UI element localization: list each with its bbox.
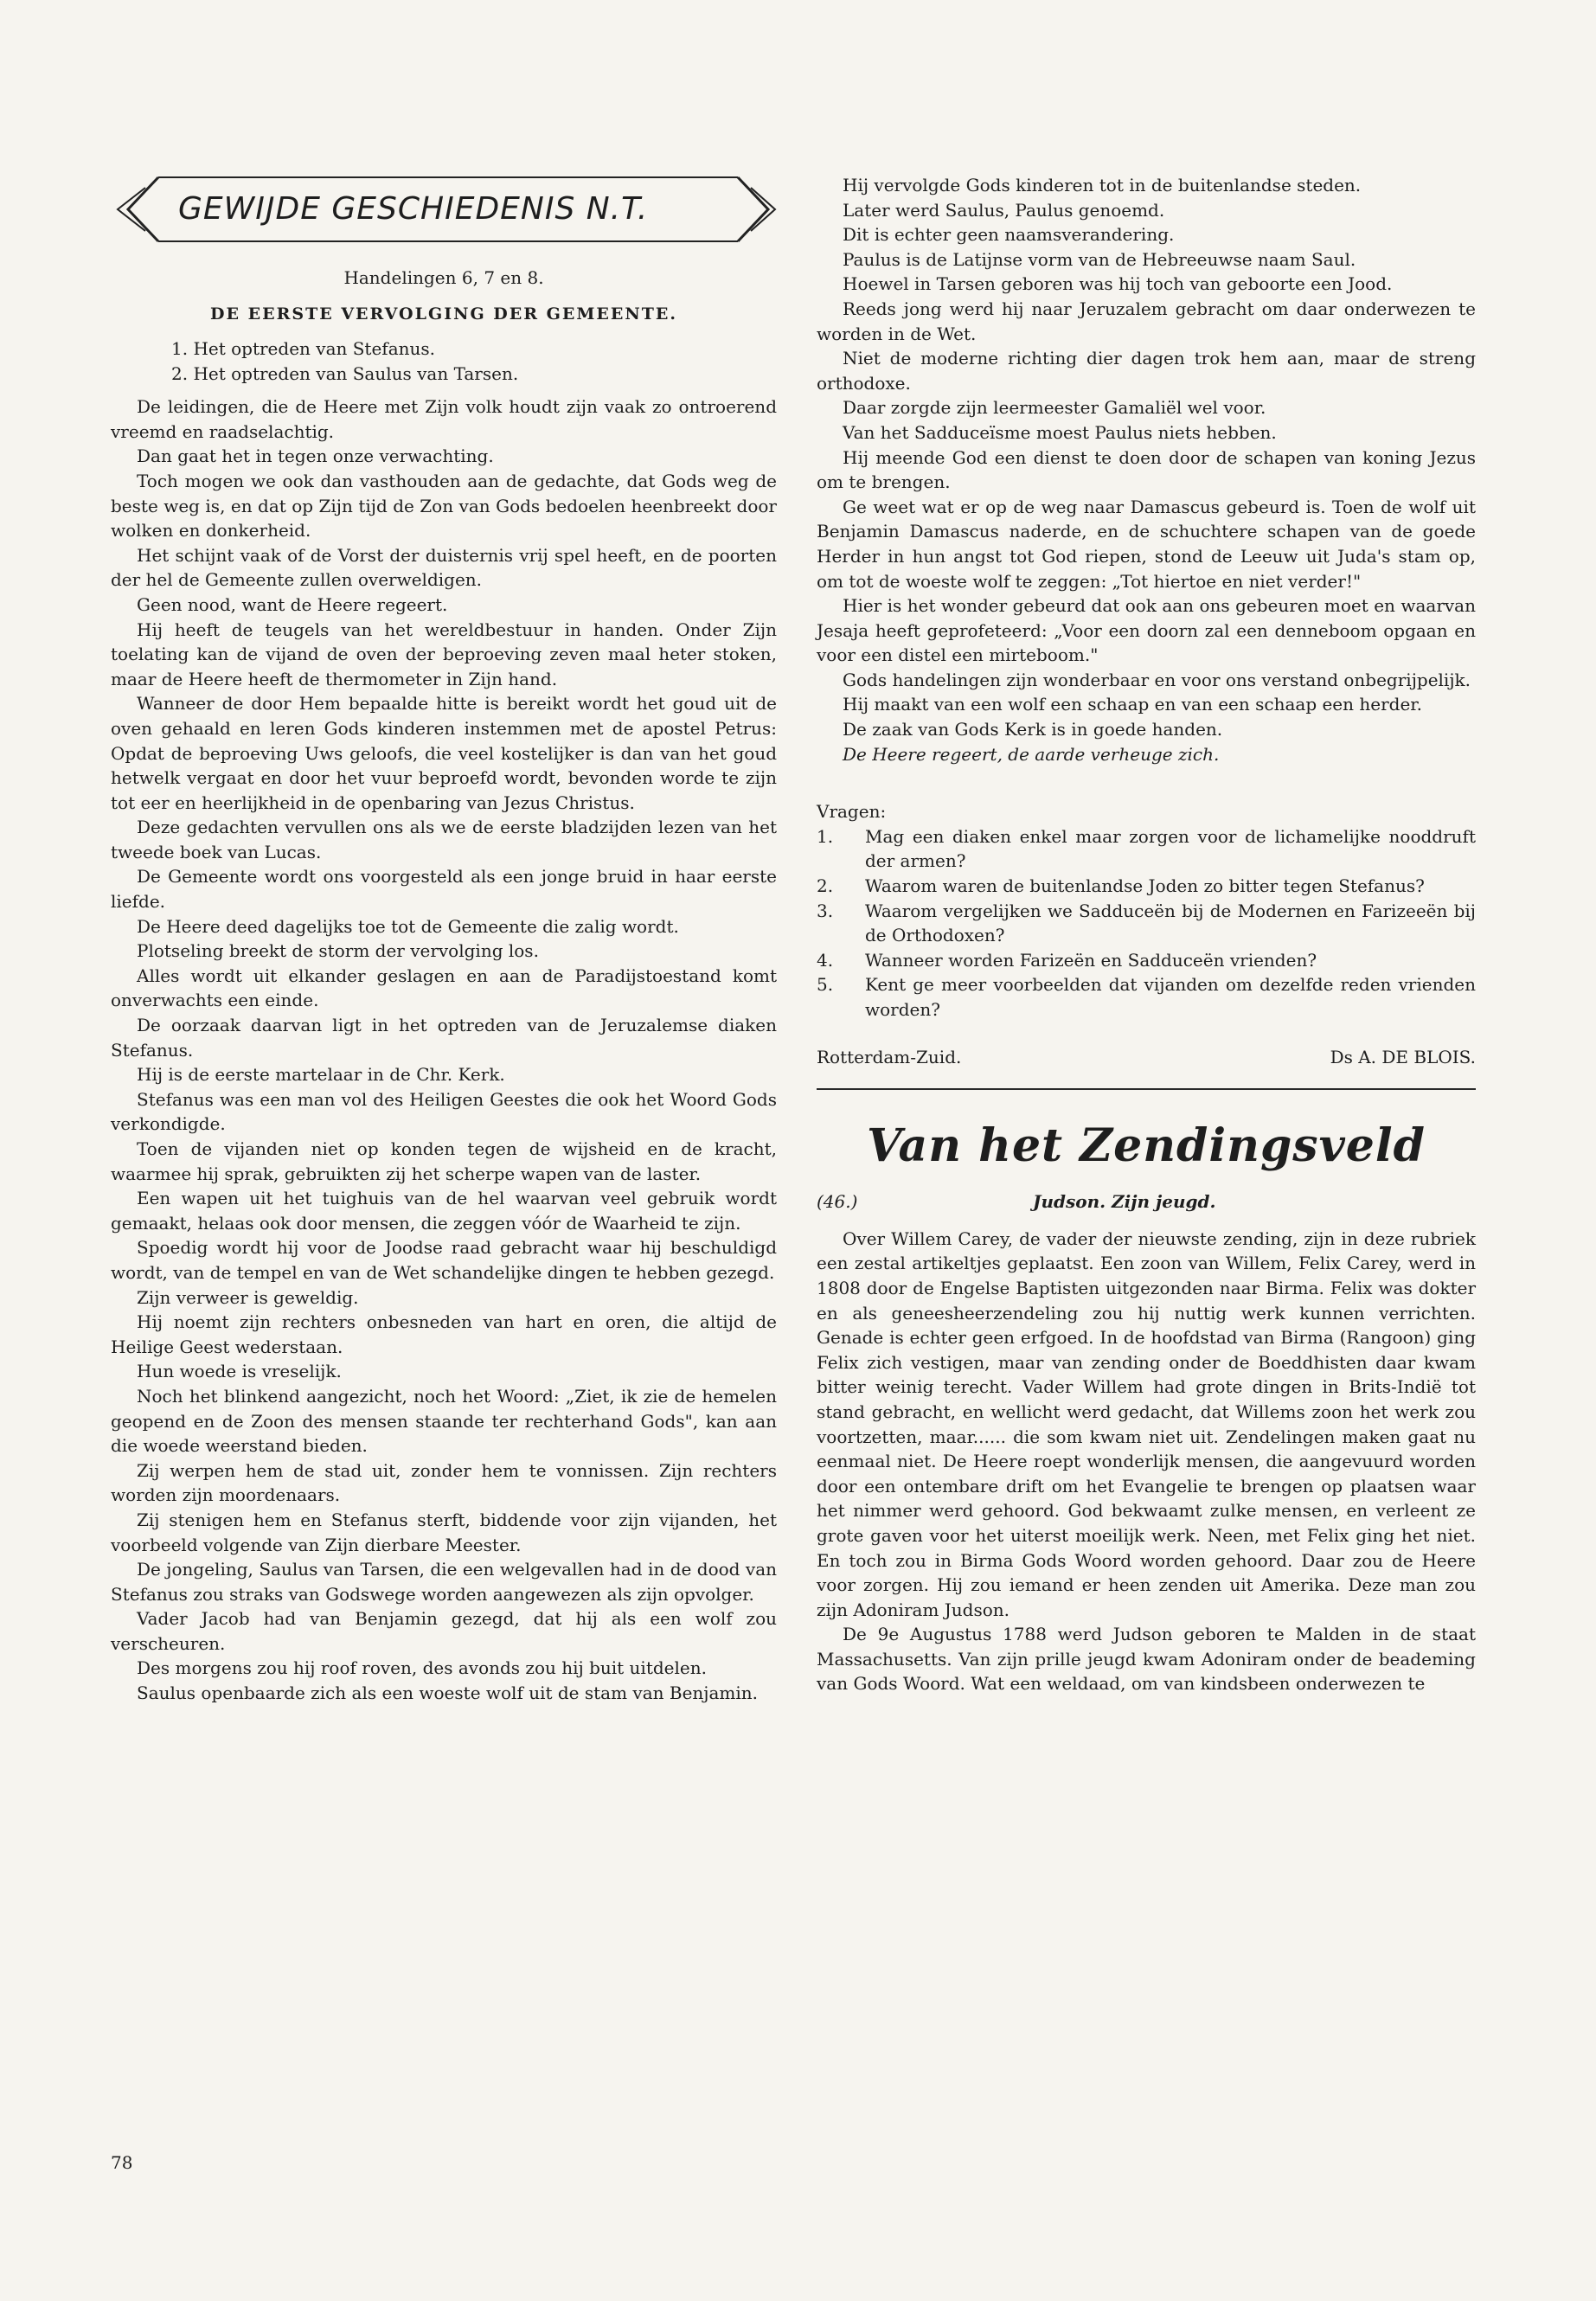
paragraph: Ge weet wat er op de weg naar Damascus gebeurd is. Toen de wolf uit Benjamin Damascus naderde, en de schuchtere schapen van de goede Herder in hun angst tot God riepen, stond de Leeuw uit Juda's stam op, om tot de woeste wolf te zeggen: „Tot hiertoe en niet verder!" <box>817 496 1476 592</box>
question-text: Waarom waren de buitenlandse Joden zo bitter tegen Stefanus? <box>865 875 1425 897</box>
zending-section-title: Van het Zendingsveld <box>866 1119 1426 1173</box>
section-divider <box>817 1088 1476 1090</box>
paragraph: Geen nood, want de Heere regeert. <box>137 593 448 615</box>
paragraph: Een wapen uit het tuighuis van de hel waarvan veel gebruik wordt gemaakt, helaas ook door mensen, die zeggen vóór de Waarheid te zijn. <box>111 1188 777 1234</box>
paragraph: De zaak van Gods Kerk is in goede handen. <box>843 719 1223 740</box>
article-outline <box>171 336 777 386</box>
paragraph: Toen de vijanden niet op konden tegen de wijsheid en de kracht, waarmee hij sprak, gebruikten zij het scherpe wapen van de laster. <box>111 1138 777 1184</box>
signature-place: Rotterdam-Zuid. <box>817 1046 962 1067</box>
paragraph: Hij noemt zijn rechters onbesneden van hart en oren, die altijd de Heilige Geest wederstaan. <box>111 1311 777 1357</box>
paragraph: Dan gaat het in tegen onze verwachting. <box>137 445 494 467</box>
question-text: Wanneer worden Farizeën en Sadduceën vrienden? <box>865 949 1317 971</box>
paragraph: Alles wordt uit elkander geslagen en aan de Paradijstoestand komt onverwachts een einde. <box>111 965 777 1011</box>
paragraph: Hij maakt van een wolf een schaap en van een schaap een herder. <box>843 694 1423 715</box>
paragraph: De Gemeente wordt ons voorgesteld als een jonge bruid in haar eerste liefde. <box>111 866 777 913</box>
paragraph: Saulus openbaarde zich als een woeste wolf uit de stam van Benjamin. <box>137 1682 759 1704</box>
paragraph: Reeds jong werd hij naar Jeruzalem gebracht om daar onderwezen te worden in de Wet. <box>817 298 1476 344</box>
right-body-text <box>817 173 1476 766</box>
questions-label: Vragen: <box>817 801 887 823</box>
paragraph: Stefanus was een man vol des Heiligen Geestes die ook het Woord Gods verkondigde. <box>111 1088 777 1135</box>
outline-item: 2. Het optreden van Saulus van Tarsen. <box>171 362 519 384</box>
paragraph: Noch het blinkend aangezicht, noch het Woord: „Ziet, ik zie de hemelen geopend en de Zoon des mensen staande ter rechterhand Gods", kan aan die woede weerstand bieden. <box>111 1385 777 1457</box>
question-item <box>817 972 1476 1022</box>
paragraph: Daar zorgde zijn leermeester Gamaliël wel voor. <box>843 397 1266 419</box>
paragraph: Gods handelingen zijn wonderbaar en voor ons verstand onbegrijpelijk. <box>843 669 1471 690</box>
question-number: 5. <box>817 974 834 996</box>
paragraph: Hoewel in Tarsen geboren was hij toch van geboorte een Jood. <box>843 273 1393 295</box>
signature-line <box>817 1045 1476 1070</box>
question-item <box>817 874 1476 899</box>
paragraph: Over Willem Carey, de vader der nieuwste zending, zijn in deze rubriek een zestal artikeltjes geplaatst. Een zoon van Willem, Felix Carey, werd in 1808 door de Engelse Baptisten uitgezonden naar Birma. Felix was dokter en als geneesheerzendeling zou hij nuttig werk kunnen verrichten. Genade is echter geen erfgoed. In de hoofdstad van Birma (Rangoon) ging Felix zich vestigen, maar van zending onder de Boeddhisten daar kwam bitter weinig terecht. Vader Willem had grote dingen in Brits-Indië tot stand gebracht, en wellicht werd gedacht, dat Willems zoon het werk zou voortzetten, maar...... die som kwam niet uit. Zendelingen maken gaat nu eenmaal niet. De Heere roept wonderlijk mensen, die aangevuurd worden door een ontembare drift om het Evangelie te brengen op plaatsen waar het nimmer werd gehoord. God bekwaamt zulke mensen, en verleent ze grote gaven voor het uiterst moeilijk werk. Neen, met Felix ging het niet. En toch zou in Birma Gods Woord worden gehoord. Daar zou de Heere voor zorgen. Hij zou iemand er heen zenden uit Amerika. Deze man zou zijn Adoniram Judson. <box>817 1227 1476 1620</box>
paragraph: Dit is echter geen naamsverandering. <box>843 224 1175 246</box>
question-text: Mag een diaken enkel maar zorgen voor de lichamelijke nooddruft der armen? <box>865 825 1476 872</box>
question-item <box>817 899 1476 948</box>
zending-subheader <box>817 1189 1476 1215</box>
right-column <box>817 173 1476 1696</box>
question-number: 3. <box>817 900 834 921</box>
signature-author: Ds A. DE BLOIS. <box>1330 1046 1476 1067</box>
paragraph: Deze gedachten vervullen ons als we de eerste bladzijden lezen van het tweede boek van Lucas. <box>111 817 777 862</box>
paragraph: De Heere deed dagelijks toe tot de Gemeente die zalig wordt. <box>137 915 679 937</box>
scripture-reference: Handelingen 6, 7 en 8. <box>343 267 544 288</box>
paragraph: De 9e Augustus 1788 werd Judson geboren te Malden in de staat Massachusetts. Van zijn prille jeugd kwam Adoniram onder de beademing van Gods Woord. Wat een weldaad, om van kindsbeen onderwezen te <box>817 1624 1476 1695</box>
article-heading: DE EERSTE VERVOLGING DER GEMEENTE. <box>210 304 677 324</box>
page-number: 78 <box>111 2152 133 2173</box>
section-title: GEWIJDE GESCHIEDENIS N.T. <box>178 191 649 227</box>
article-number: (46.) <box>817 1191 858 1213</box>
question-item <box>817 948 1476 973</box>
paragraph: Wanneer de door Hem bepaalde hitte is bereikt wordt het goud uit de oven gehaald en leren Gods kinderen instemmen met de apostel Petrus: Opdat de beproeving Uws geloofs, die veel kostelijker is dan van het goud hetwelk vergaat en door het vuur beproefd wordt, bevonden worde te zijn tot eer en heerlijkheid in de openbaring van Jezus Christus. <box>111 693 777 813</box>
paragraph: Hij vervolgde Gods kinderen tot in de buitenlandse steden. <box>843 175 1362 195</box>
paragraph: Plotseling breekt de storm der vervolging los. <box>137 940 539 962</box>
paragraph: Het schijnt vaak of de Vorst der duisternis vrij spel heeft, en de poorten der hel de Gemeente zullen overweldigen. <box>111 544 777 591</box>
paragraph: Van het Sadduceïsme moest Paulus niets hebben. <box>843 421 1277 443</box>
paragraph: Des morgens zou hij roof roven, des avonds zou hij buit uitdelen. <box>137 1657 707 1679</box>
left-column <box>111 169 777 1706</box>
outline-item: 1. Het optreden van Stefanus. <box>171 338 436 359</box>
paragraph: Zij werpen hem de stad uit, zonder hem te vonnissen. Zijn rechters worden zijn moordenaars. <box>111 1459 777 1506</box>
paragraph: Paulus is de Latijnse vorm van de Hebreeuwse naam Saul. <box>843 248 1356 270</box>
paragraph: Zij stenigen hem en Stefanus sterft, biddende voor zijn vijanden, het voorbeeld volgende van Zijn dierbare Meester. <box>111 1509 777 1555</box>
paragraph: Spoedig wordt hij voor de Joodse raad gebracht waar hij beschuldigd wordt, van de tempel en van de Wet schandelijke dingen te hebben gezegd. <box>111 1237 777 1283</box>
paragraph: Zijn verweer is geweldig. <box>137 1286 359 1308</box>
question-text: Kent ge meer voorbeelden dat vijanden om dezelfde reden vrienden worden? <box>865 974 1476 1020</box>
question-item <box>817 824 1476 874</box>
paragraph: Hij meende God een dienst te doen door de schapen van koning Jezus om te brengen. <box>817 446 1476 493</box>
paragraph: Niet de moderne richting dier dagen trok hem aan, maar de streng orthodoxe. <box>817 348 1476 394</box>
closing-quote: De Heere regeert, de aarde verheuge zich. <box>843 743 1220 765</box>
question-number: 2. <box>817 875 834 897</box>
question-text: Waarom vergelijken we Sadduceën bij de Modernen en Farizeeën bij de Orthodoxen? <box>865 900 1476 946</box>
paragraph: Hier is het wonder gebeurd dat ook aan ons gebeuren moet en waarvan Jesaja heeft geprofeteerd: „Voor een doorn zal een denneboom opgaan en voor een distel een mirteboom." <box>817 595 1476 666</box>
section-header <box>111 169 777 250</box>
article-subtitle: Judson. Zijn jeugd. <box>1033 1191 1216 1213</box>
paragraph: Hun woede is vreselijk. <box>137 1361 342 1382</box>
paragraph: De jongeling, Saulus van Tarsen, die een welgevallen had in de dood van Stefanus zou straks van Godswege worden aangewezen als zijn opvolger. <box>111 1559 777 1605</box>
paragraph: Hij heeft de teugels van het wereldbestuur in handen. Onder Zijn toelating kan de vijand de oven der beproeving zeven maal heter stoken, maar de Heere heeft de thermometer in Zijn hand. <box>111 619 777 689</box>
paragraph: Vader Jacob had van Benjamin gezegd, dat hij als een wolf zou verscheuren. <box>111 1608 777 1654</box>
paragraph: Later werd Saulus, Paulus genoemd. <box>843 199 1165 221</box>
paragraph: Hij is de eerste martelaar in de Chr. Kerk. <box>137 1064 505 1086</box>
paragraph: De oorzaak daarvan ligt in het optreden van de Jeruzalemse diaken Stefanus. <box>111 1015 777 1061</box>
question-number: 4. <box>817 949 834 971</box>
left-body-text <box>111 394 777 1705</box>
questions-list <box>817 824 1476 1022</box>
paragraph: De leidingen, die de Heere met Zijn volk houdt zijn vaak zo ontroerend vreemd en raadselachtig. <box>111 396 777 442</box>
paragraph: Toch mogen we ook dan vasthouden aan de gedachte, dat Gods weg de beste weg is, en dat op Zijn tijd de Zon van Gods bedoelen heenbreekt door wolken en donkerheid. <box>111 470 777 542</box>
question-number: 1. <box>817 825 834 847</box>
